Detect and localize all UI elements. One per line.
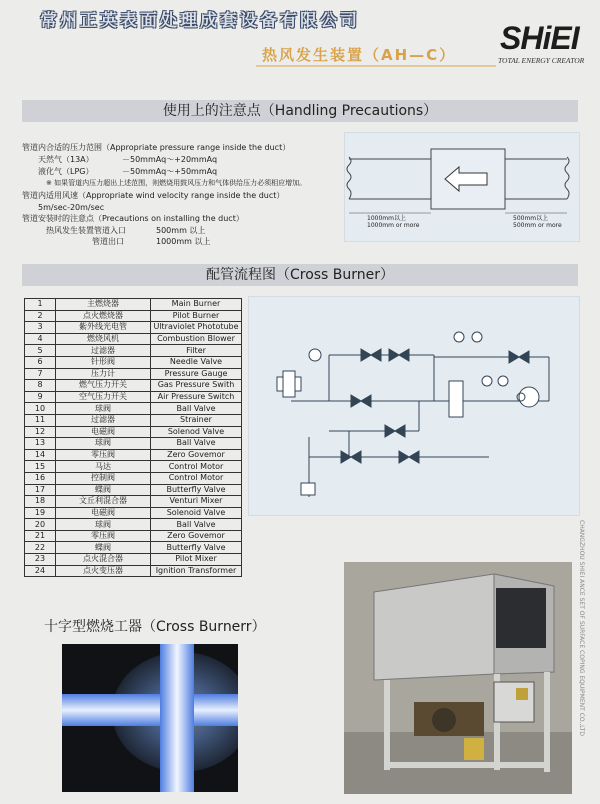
parts-number: 11 <box>25 414 56 426</box>
parts-name-en: Ball Valve <box>151 403 242 415</box>
parts-name-en: Air Pressure Switch <box>151 391 242 403</box>
equipment-drawing <box>344 562 572 794</box>
parts-number: 7 <box>25 368 56 380</box>
brand-logo: SHiEI <box>500 20 579 56</box>
parts-number: 20 <box>25 519 56 531</box>
parts-row <box>25 356 242 368</box>
parts-row <box>25 299 242 311</box>
cross-burner-flame <box>62 644 238 792</box>
parts-name-en: Solenoid Valve <box>151 507 242 519</box>
parts-row <box>25 484 242 496</box>
parts-row <box>25 345 242 357</box>
parts-row <box>25 565 242 577</box>
parts-name-en: Venturi Mixer <box>151 496 242 508</box>
lpg-label: 液化气（LPG） <box>38 167 94 176</box>
parts-name-cn: 针形阀 <box>56 356 151 368</box>
parts-number: 17 <box>25 484 56 496</box>
parts-name-cn: 压力计 <box>56 368 151 380</box>
title-underline <box>256 64 496 68</box>
parts-row <box>25 310 242 322</box>
parts-number: 18 <box>25 496 56 508</box>
parts-name-en: Gas Pressure Swith <box>151 380 242 392</box>
company-name: 常州正英表面处理成套设备有限公司 <box>40 11 360 31</box>
parts-name-en: Ignition Transformer <box>151 565 242 577</box>
parts-row <box>25 496 242 508</box>
flow-schematic <box>249 297 579 515</box>
parts-name-en: Solenod Valve <box>151 426 242 438</box>
cross-burner-title: 十字型燃烧工器（Cross Burnerr） <box>44 619 266 635</box>
parts-name-en: Ultraviolet Phototube <box>151 322 242 334</box>
duct-diagram <box>344 132 580 242</box>
precautions-band <box>22 100 578 122</box>
parts-name-cn: 点火变压器 <box>56 565 151 577</box>
parts-name-en: Ball Valve <box>151 438 242 450</box>
parts-name-en: Strainer <box>151 414 242 426</box>
parts-name-en: Ball Valve <box>151 519 242 531</box>
parts-row <box>25 322 242 334</box>
parts-name-en: Control Motor <box>151 472 242 484</box>
parts-row <box>25 507 242 519</box>
parts-name-en: Needle Valve <box>151 356 242 368</box>
parts-row <box>25 519 242 531</box>
parts-name-en: Control Motor <box>151 461 242 473</box>
parts-number: 16 <box>25 472 56 484</box>
piping-title: 配管流程图（Cross Burner） <box>205 267 395 283</box>
parts-name-cn: 燃烧风机 <box>56 333 151 345</box>
parts-row <box>25 554 242 566</box>
natural-gas-label: 天然气（13A） <box>38 155 94 164</box>
duct-install-heading: 管道安装时的注意点（Precautions on installing the duct） <box>22 214 244 223</box>
parts-row <box>25 472 242 484</box>
parts-row <box>25 438 242 450</box>
parts-name-cn: 燃气压力开关 <box>56 380 151 392</box>
parts-name-en: Combustion Blower <box>151 333 242 345</box>
parts-name-cn: 零压阀 <box>56 449 151 461</box>
parts-name-cn: 蝶阀 <box>56 542 151 554</box>
cross-burner-photo <box>62 644 238 792</box>
parts-name-en: Zero Govemor <box>151 530 242 542</box>
parts-row <box>25 414 242 426</box>
parts-name-en: Filter <box>151 345 242 357</box>
parts-name-cn: 球阀 <box>56 438 151 450</box>
parts-name-cn: 过滤器 <box>56 414 151 426</box>
parts-number: 23 <box>25 554 56 566</box>
duct-inlet-label: 热风发生装置管道入口 <box>46 226 126 235</box>
duct-outlet-label: 管道出口 <box>92 237 124 246</box>
parts-row <box>25 403 242 415</box>
parts-row <box>25 368 242 380</box>
parts-number: 19 <box>25 507 56 519</box>
parts-number: 8 <box>25 380 56 392</box>
parts-name-en: Pilot Burner <box>151 310 242 322</box>
parts-number: 3 <box>25 322 56 334</box>
parts-table <box>24 298 242 577</box>
parts-name-cn: 空气压力开关 <box>56 391 151 403</box>
parts-table-wrap <box>24 298 242 577</box>
equipment-photo <box>344 562 572 794</box>
parts-name-cn: 主燃烧器 <box>56 299 151 311</box>
parts-name-cn: 文丘利混合器 <box>56 496 151 508</box>
parts-number: 14 <box>25 449 56 461</box>
parts-number: 15 <box>25 461 56 473</box>
piping-band <box>22 264 578 286</box>
duct-inlet-value: 500mm 以上 <box>156 226 206 235</box>
duct-left-dimension: 1000mm以上 1000mm or more <box>367 215 420 229</box>
parts-number: 10 <box>25 403 56 415</box>
wind-velocity-value: 5m/sec-20m/sec <box>38 203 105 212</box>
parts-name-cn: 球阀 <box>56 519 151 531</box>
product-title: 热风发生装置（AH—C） <box>262 46 457 64</box>
parts-row <box>25 530 242 542</box>
parts-name-en: Pressure Gauge <box>151 368 242 380</box>
pressure-note: ※ 如果管道内压力超出上述范围，则燃烧用鼓风压力和气体供给压力必须相应增加。 <box>46 179 307 187</box>
brand-tagline: TOTAL ENERGY CREATOR <box>498 56 585 65</box>
parts-number: 4 <box>25 333 56 345</box>
parts-row <box>25 380 242 392</box>
parts-name-cn: 电磁阀 <box>56 426 151 438</box>
parts-name-cn: 紫外线光电管 <box>56 322 151 334</box>
parts-number: 5 <box>25 345 56 357</box>
parts-number: 1 <box>25 299 56 311</box>
duct-outlet-value: 1000mm 以上 <box>156 237 211 246</box>
parts-row <box>25 461 242 473</box>
wind-velocity-heading: 管道内适用风速（Appropriate wind velocity range inside the duct） <box>22 191 285 200</box>
parts-number: 13 <box>25 438 56 450</box>
lpg-range: －50mmAq～+50mmAq <box>122 167 218 176</box>
parts-name-cn: 点火混合器 <box>56 554 151 566</box>
parts-row <box>25 391 242 403</box>
parts-name-cn: 电磁阀 <box>56 507 151 519</box>
parts-number: 24 <box>25 565 56 577</box>
parts-name-en: Pilot Mixer <box>151 554 242 566</box>
parts-name-en: Zero Govemor <box>151 449 242 461</box>
parts-row <box>25 449 242 461</box>
parts-number: 9 <box>25 391 56 403</box>
parts-name-cn: 过滤器 <box>56 345 151 357</box>
parts-row <box>25 542 242 554</box>
parts-name-en: Butterfly Valve <box>151 542 242 554</box>
pressure-range-heading: 管道内合适的压力范围（Appropriate pressure range inside the duct） <box>22 143 291 152</box>
parts-number: 21 <box>25 530 56 542</box>
parts-name-cn: 控制阀 <box>56 472 151 484</box>
parts-row <box>25 426 242 438</box>
parts-number: 12 <box>25 426 56 438</box>
flow-diagram <box>248 296 580 516</box>
precautions-title: 使用上的注意点（Handling Precautions） <box>162 103 438 119</box>
parts-number: 6 <box>25 356 56 368</box>
parts-number: 2 <box>25 310 56 322</box>
natural-gas-range: －50mmAq～+20mmAq <box>122 155 218 164</box>
parts-name-en: Butterfly Valve <box>151 484 242 496</box>
duct-right-dimension: 500mm以上 500mm or more <box>513 215 562 229</box>
parts-name-cn: 蝶阀 <box>56 484 151 496</box>
parts-name-cn: 零压阀 <box>56 530 151 542</box>
side-vertical-text: CHANGZHOU SHIEI ANCE SET OF SURFACE COPING EQUIPMENT CO.,LTD <box>578 520 585 736</box>
parts-name-en: Main Burner <box>151 299 242 311</box>
parts-name-cn: 点火燃烧器 <box>56 310 151 322</box>
parts-name-cn: 马达 <box>56 461 151 473</box>
parts-name-cn: 球阀 <box>56 403 151 415</box>
parts-row <box>25 333 242 345</box>
parts-number: 22 <box>25 542 56 554</box>
